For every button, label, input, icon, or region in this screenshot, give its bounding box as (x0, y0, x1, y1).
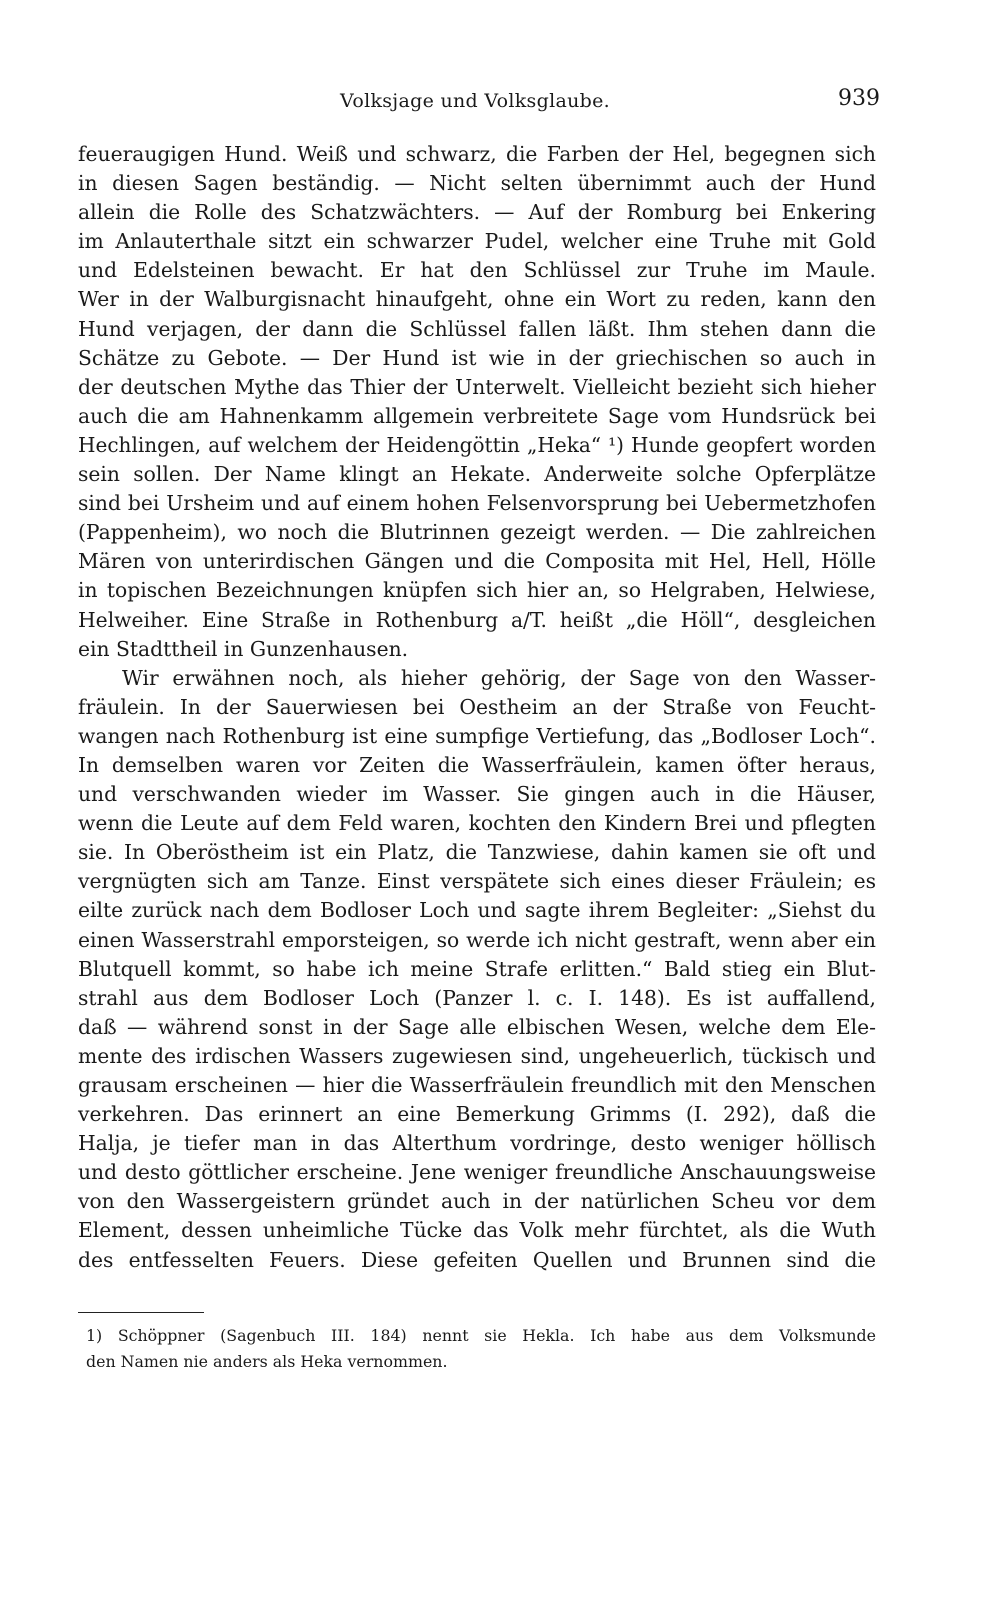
text-line: wenn die Leute auf dem Feld waren, kochten den Kindern Brei und pflegten (78, 811, 876, 836)
footnote-divider (78, 1312, 204, 1313)
text-line: und verschwanden wieder im Wasser. Sie gingen auch in die Häuser, (78, 782, 876, 807)
text-line: Halja, je tiefer man in das Alterthum vordringe, desto weniger höllisch (78, 1131, 876, 1156)
body-text (78, 140, 876, 1275)
paragraph-end-line: ein Stadttheil in Gunzenhausen. (78, 636, 409, 661)
text-line: im Anlauterthale sitzt ein schwarzer Pudel, welcher eine Truhe mit Gold (78, 229, 876, 254)
paragraph-start-line: Wir erwähnen noch, als hieher gehörig, der Sage von den Wasser- (122, 665, 876, 690)
page-header (70, 86, 880, 120)
text-line: Helweiher. Eine Straße in Rothenburg a/T. heißt „die Höll“, desgleichen (78, 607, 876, 632)
text-line: Wer in der Walburgisnacht hinaufgeht, ohne ein Wort zu reden, kann den (78, 287, 876, 312)
text-line: mente des irdischen Wassers zugewiesen sind, ungeheuerlich, tückisch und (78, 1043, 876, 1068)
footnote-line: 1) Schöppner (Sagenbuch III. 184) nennt sie Hekla. Ich habe aus dem Volksmunde (86, 1326, 876, 1345)
text-line: Blutquell kommt, so habe ich meine Strafe erlitten.“ Bald stieg ein Blut- (78, 956, 876, 981)
text-line: Mären von unterirdischen Gängen und die Composita mit Hel, Hell, Hölle (78, 549, 876, 574)
footnote-line: den Namen nie anders als Heka vernommen. (86, 1352, 448, 1371)
page-number: 939 (838, 86, 880, 111)
text-line: von den Wassergeistern gründet auch in der natürlichen Scheu vor dem (78, 1189, 876, 1214)
footnotes (86, 1323, 876, 1375)
text-line: daß — während sonst in der Sage alle elbischen Wesen, welche dem Ele- (78, 1014, 876, 1039)
text-line: allein die Rolle des Schatzwächters. — Auf der Romburg bei Enkering (78, 200, 876, 225)
text-line: grausam erscheinen — hier die Wasserfräulein freundlich mit den Menschen (78, 1073, 876, 1097)
text-line: einen Wasserstrahl emporsteigen, so werde ich nicht gestraft, wenn aber ein (78, 927, 876, 952)
running-title: Volksjage und Volksglaube. (340, 90, 610, 112)
text-line: fräulein. In der Sauerwiesen bei Oestheim an der Straße von Feucht- (78, 694, 876, 719)
text-line: Hund verjagen, der dann die Schlüssel fallen läßt. Ihm stehen dann die (78, 316, 876, 341)
text-line: Schätze zu Gebote. — Der Hund ist wie in der griechischen so auch in (78, 345, 876, 370)
text-line: strahl aus dem Bodloser Loch (Panzer l. c. I. 148). Es ist auffallend, (78, 985, 876, 1010)
text-line: in topischen Bezeichnungen knüpfen sich hier an, so Helgraben, Helwiese, (78, 578, 876, 603)
text-line: verkehren. Das erinnert an eine Bemerkung Grimms (I. 292), daß die (78, 1102, 876, 1127)
text-line: der deutschen Mythe das Thier der Unterwelt. Vielleicht bezieht sich hieher (78, 374, 876, 399)
text-line: feueraugigen Hund. Weiß und schwarz, die Farben der Hel, begegnen sich (78, 142, 876, 166)
text-line: des entfesselten Feuers. Diese gefeiten Quellen und Brunnen sind die (78, 1247, 876, 1272)
text-line: wangen nach Rothenburg ist eine sumpfige Vertiefung, das „Bodloser Loch“. (78, 723, 876, 748)
text-line: auch die am Hahnenkamm allgemein verbreitete Sage vom Hundsrück bei (78, 403, 876, 428)
text-line: In demselben waren vor Zeiten die Wasserfräulein, kamen öfter heraus, (78, 752, 876, 777)
text-line: eilte zurück nach dem Bodloser Loch und sagte ihrem Begleiter: „Siehst du (78, 898, 876, 923)
text-line: Element, dessen unheimliche Tücke das Volk mehr fürchtet, als die Wuth (78, 1218, 876, 1243)
text-line: sind bei Ursheim und auf einem hohen Felsenvorsprung bei Uebermetzhofen (78, 491, 876, 516)
text-line: in diesen Sagen beständig. — Nicht selten übernimmt auch der Hund (78, 171, 876, 196)
text-line: Hechlingen, auf welchem der Heidengöttin „Heka“ ¹) Hunde geopfert worden (78, 432, 876, 457)
text-line: und Edelsteinen bewacht. Er hat den Schlüssel zur Truhe im Maule. (78, 258, 876, 283)
text-line: sein sollen. Der Name klingt an Hekate. Anderweite solche Opferplätze (78, 462, 876, 487)
text-line: (Pappenheim), wo noch die Blutrinnen gezeigt werden. — Die zahlreichen (78, 520, 876, 545)
text-line: vergnügten sich am Tanze. Einst verspätete sich eines dieser Fräulein; es (78, 869, 876, 894)
text-line: sie. In Oberöstheim ist ein Platz, die Tanzwiese, dahin kamen sie oft und (78, 840, 876, 865)
text-line: und desto göttlicher erscheine. Jene weniger freundliche Anschauungsweise (78, 1160, 876, 1185)
